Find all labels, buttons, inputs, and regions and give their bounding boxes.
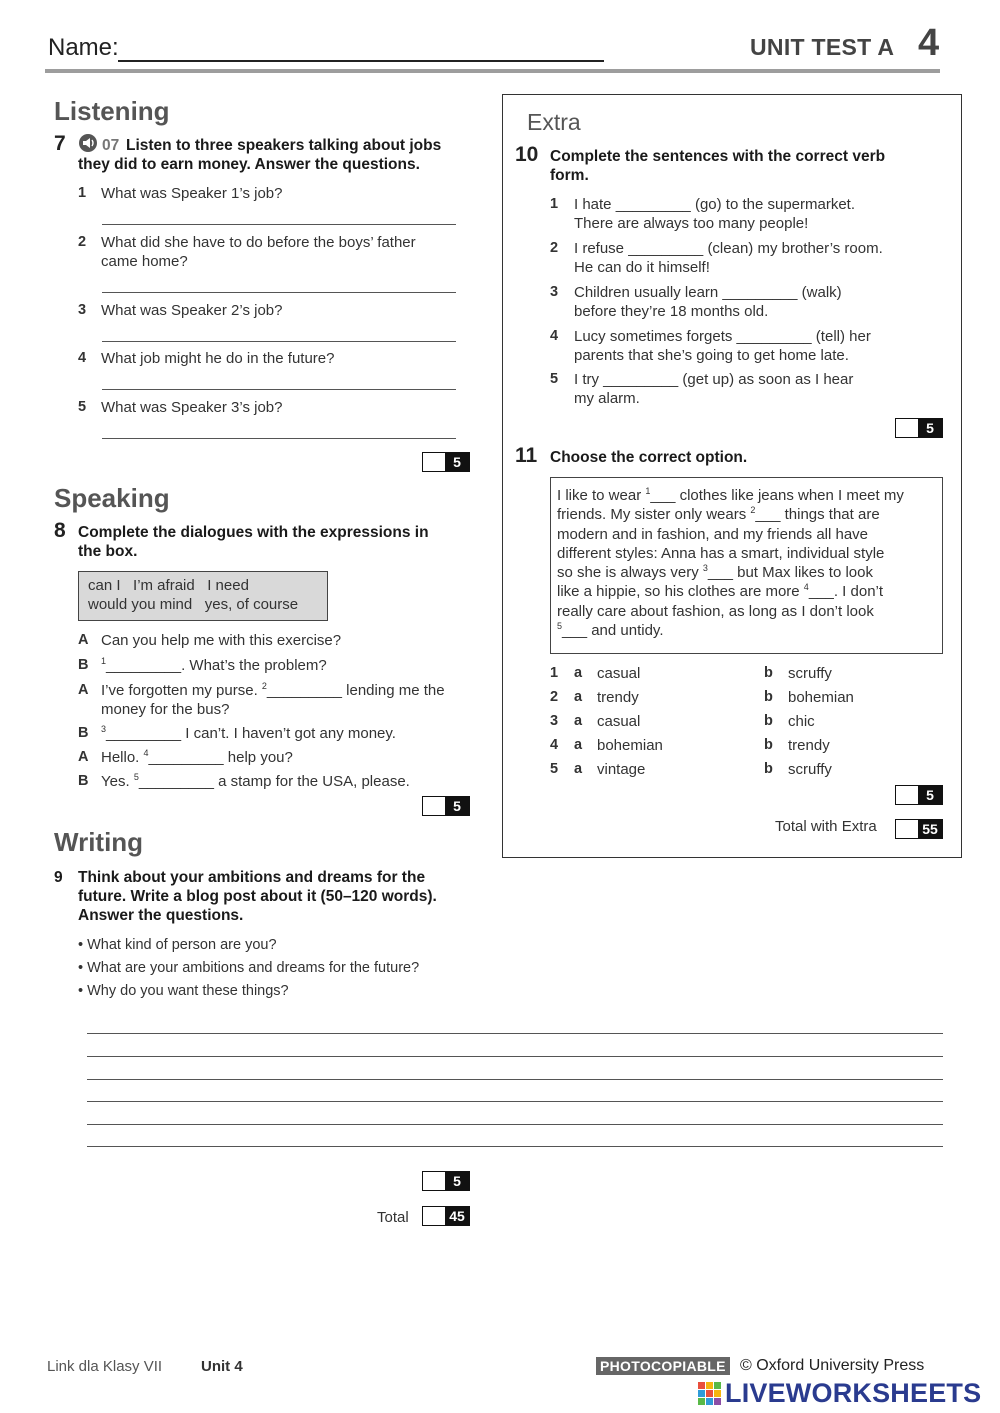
gap-number: 1 xyxy=(645,486,651,496)
option-letter-a: a xyxy=(574,689,583,705)
writing-instruction-line2: future. Write a blog post about it (50–120 words). xyxy=(78,888,437,905)
text-line xyxy=(557,621,936,640)
listening-score-input[interactable] xyxy=(423,453,445,471)
dialogue-text: _________ I can’t. I haven’t got any money. xyxy=(106,725,396,742)
q10-item-number: 1 xyxy=(550,196,559,212)
q10-item-text[interactable]: Children usually learn _________ (walk) xyxy=(574,284,842,301)
writing-score-box xyxy=(422,1171,470,1191)
q10-item-number: 5 xyxy=(550,371,559,387)
listening-q2-number: 2 xyxy=(78,234,87,250)
name-input-line[interactable] xyxy=(118,60,604,62)
listening-q4-number: 4 xyxy=(78,350,87,366)
gap-number: 4 xyxy=(143,748,149,758)
writing-bullet: • What kind of person are you? xyxy=(78,937,277,953)
gap-number: 3 xyxy=(702,563,708,574)
option-letter-b: b xyxy=(764,713,773,729)
text-line xyxy=(557,505,936,524)
writing-score-max: 5 xyxy=(445,1172,469,1190)
writing-answer-line[interactable] xyxy=(87,1033,943,1034)
dialogue-line[interactable] xyxy=(101,681,445,700)
dialogue-speaker: A xyxy=(78,749,89,765)
dialogue-speaker: B xyxy=(78,725,89,741)
dialogue-text: _________ lending me the xyxy=(266,682,445,699)
dialogue-line[interactable] xyxy=(101,748,293,767)
q10-item-text-line2: before they’re 18 months old. xyxy=(574,303,769,320)
total-with-extra-max: 55 xyxy=(918,820,942,838)
dialogue-speaker: B xyxy=(78,657,89,673)
q11-reading-text xyxy=(550,477,943,654)
q10-item-text[interactable]: I try _________ (get up) as soon as I hear xyxy=(574,371,854,388)
option-letter-a: a xyxy=(574,761,583,777)
option-letter-b: b xyxy=(764,761,773,777)
total-with-extra-label: Total with Extra xyxy=(775,818,877,835)
option-letter-b: b xyxy=(764,665,773,681)
liveworksheets-logo[interactable] xyxy=(698,1378,981,1409)
q10-score-max: 5 xyxy=(918,419,942,437)
text-line xyxy=(557,486,936,505)
q11-option-b[interactable]: bohemian xyxy=(788,689,854,706)
listening-q4-text: What job might he do in the future? xyxy=(101,350,335,367)
option-letter-b: b xyxy=(764,689,773,705)
dialogue-text: _________ help you? xyxy=(148,749,293,766)
text-fragment: ___. I don’t xyxy=(808,583,884,601)
speaking-title: Speaking xyxy=(54,483,170,513)
q11-option-b[interactable]: scruffy xyxy=(788,761,832,778)
q10-item-text-line2: parents that she’s going to get home late. xyxy=(574,347,849,364)
name-label: Name: xyxy=(48,34,119,61)
dialogue-text: Can you help me with this exercise? xyxy=(101,632,342,649)
q10-item-text-line2: my alarm. xyxy=(574,390,640,407)
q11-score-max: 5 xyxy=(918,786,942,804)
q10-item-text-line2: He can do it himself! xyxy=(574,259,710,276)
copyright-notice: © Oxford University Press xyxy=(740,1357,925,1374)
listening-q2-text: What did she have to do before the boys’ father xyxy=(101,234,416,251)
writing-instruction-line1: Think about your ambitions and dreams for the xyxy=(78,869,426,886)
q10-item-text[interactable]: Lucy sometimes forgets _________ (tell) her xyxy=(574,328,871,345)
dialogue-line[interactable] xyxy=(101,772,410,791)
writing-bullet: • Why do you want these things? xyxy=(78,983,289,999)
expressions-line2: would you mind yes, of course xyxy=(88,596,299,613)
q10-item-number: 2 xyxy=(550,240,559,256)
q10-instruction-line1: Complete the sentences with the correct verb xyxy=(550,148,886,165)
text-line: really care about fashion, as long as I don’t look xyxy=(557,602,874,620)
listening-q1-number: 1 xyxy=(78,185,87,201)
listening-instruction-line2: they did to earn money. Answer the questions. xyxy=(78,156,420,173)
q11-option-a[interactable]: casual xyxy=(597,665,641,682)
speaking-score-box xyxy=(422,796,470,816)
dialogue-speaker: A xyxy=(78,682,89,698)
text-fragment: I like to wear xyxy=(557,487,646,504)
gap-number: 2 xyxy=(261,681,267,691)
listening-q2-text-line2: came home? xyxy=(101,253,188,270)
photocopiable-badge: PHOTOCOPIABLE xyxy=(596,1357,730,1375)
total-score-box xyxy=(422,1206,470,1226)
q11-option-number: 2 xyxy=(550,689,559,705)
speaking-instruction-line1: Complete the dialogues with the expressions in xyxy=(78,524,429,541)
writing-instruction-line3: Answer the questions. xyxy=(78,907,244,924)
q10-item-number: 3 xyxy=(550,284,559,300)
writing-answer-line[interactable] xyxy=(87,1056,943,1057)
footer-unit: Unit 4 xyxy=(201,1358,243,1375)
dialogue-text: _________. What’s the problem? xyxy=(106,657,327,674)
dialogue-line[interactable] xyxy=(101,656,327,675)
q10-score-box xyxy=(895,418,943,438)
dialogue-text: _________ a stamp for the USA, please. xyxy=(138,773,410,790)
writing-answer-line[interactable] xyxy=(87,1101,943,1102)
expressions-line1: can I I’m afraid I need xyxy=(88,577,249,594)
dialogue-line xyxy=(101,631,341,650)
dialogue-text: I’ve forgotten my purse. xyxy=(101,682,262,699)
q11-option-a[interactable]: vintage xyxy=(597,761,646,778)
text-fragment: ___ things that are xyxy=(755,506,880,524)
question-8-number: 8 xyxy=(54,519,66,542)
writing-answer-line[interactable] xyxy=(87,1079,943,1080)
speaking-score-input[interactable] xyxy=(423,797,445,815)
q10-item-text[interactable]: I refuse _________ (clean) my brother’s room. xyxy=(574,240,883,257)
q11-option-a[interactable]: casual xyxy=(597,713,641,730)
text-fragment: so she is always very xyxy=(557,564,703,582)
q11-option-b[interactable]: scruffy xyxy=(788,665,832,682)
option-letter-b: b xyxy=(764,737,773,753)
total-with-extra-box xyxy=(895,819,943,839)
q11-score-input[interactable] xyxy=(896,786,918,804)
q11-option-number: 1 xyxy=(550,665,559,681)
listening-q3-text: What was Speaker 2’s job? xyxy=(101,302,283,319)
dialogue-speaker: A xyxy=(78,632,89,648)
text-fragment: ___ clothes like jeans when I meet my xyxy=(650,487,904,504)
total-with-extra-input[interactable] xyxy=(896,820,918,838)
writing-answer-line[interactable] xyxy=(87,1124,943,1125)
question-10-number: 10 xyxy=(515,143,539,166)
listening-q3-answer[interactable] xyxy=(102,341,456,342)
unit-test-title: UNIT TEST A xyxy=(750,34,895,60)
footer-book-title: Link dla Klasy VII xyxy=(47,1358,163,1375)
text-fragment: ___ and untidy. xyxy=(562,622,664,640)
listening-q3-number: 3 xyxy=(78,302,87,318)
option-letter-a: a xyxy=(574,713,583,729)
gap-number: 3 xyxy=(101,724,107,734)
dialogue-line[interactable] xyxy=(101,724,396,743)
q11-option-a[interactable]: trendy xyxy=(597,689,639,706)
gap-number: 1 xyxy=(101,656,107,666)
listening-q2-answer[interactable] xyxy=(102,292,456,293)
dialogue-text: Yes. xyxy=(101,773,134,790)
gap-number: 2 xyxy=(750,505,756,516)
listening-q5-number: 5 xyxy=(78,399,87,415)
listening-q5-answer[interactable] xyxy=(102,438,456,439)
dialogue-text: Hello. xyxy=(101,749,144,766)
q10-item-text-line2: There are always too many people! xyxy=(574,215,809,232)
gap-number: 5 xyxy=(557,621,563,632)
q10-instruction-line2: form. xyxy=(550,167,589,184)
option-letter-a: a xyxy=(574,737,583,753)
total-score-input[interactable] xyxy=(423,1207,445,1225)
text-fragment: friends. My sister only wears xyxy=(557,506,751,524)
speaking-score-max: 5 xyxy=(445,797,469,815)
question-11-number: 11 xyxy=(515,444,538,467)
gap-number: 5 xyxy=(133,772,139,782)
dialogue-speaker: B xyxy=(78,773,89,789)
listening-score-box xyxy=(422,452,470,472)
text-line: different styles: Anna has a smart, individual style xyxy=(557,544,885,562)
q10-item-text[interactable]: I hate _________ (go) to the supermarket. xyxy=(574,196,856,213)
total-score-max: 45 xyxy=(445,1207,469,1225)
listening-q1-text: What was Speaker 1’s job? xyxy=(101,185,283,202)
writing-bullet: • What are your ambitions and dreams for the future? xyxy=(78,960,420,976)
gap-number: 4 xyxy=(803,582,809,593)
option-letter-a: a xyxy=(574,665,583,681)
track-number: 07 xyxy=(102,137,120,154)
extra-title: Extra xyxy=(527,109,581,135)
q11-option-number: 3 xyxy=(550,713,559,729)
listening-title: Listening xyxy=(54,96,170,126)
q11-option-a[interactable]: bohemian xyxy=(597,737,663,754)
unit-number: 4 xyxy=(918,22,940,64)
liveworksheets-logo-icon xyxy=(698,1382,722,1406)
listening-q5-text: What was Speaker 3’s job? xyxy=(101,399,283,416)
q10-item-number: 4 xyxy=(550,328,559,344)
question-9-number: 9 xyxy=(54,869,63,886)
text-line xyxy=(557,582,936,601)
header-divider xyxy=(45,69,940,73)
text-line: modern and in fashion, and my friends all have xyxy=(557,525,869,543)
writing-title: Writing xyxy=(54,827,144,857)
expressions-box xyxy=(78,571,328,621)
listening-q4-answer[interactable] xyxy=(102,389,456,390)
writing-answer-line[interactable] xyxy=(87,1146,943,1147)
listening-q1-answer[interactable] xyxy=(102,224,456,225)
total-label: Total xyxy=(377,1209,409,1226)
q11-score-box xyxy=(895,785,943,805)
dialogue-line-continued: money for the bus? xyxy=(101,701,230,718)
q11-option-number: 4 xyxy=(550,737,559,753)
listening-instruction-line1: Listen to three speakers talking about jobs xyxy=(126,137,442,154)
q10-score-input[interactable] xyxy=(896,419,918,437)
text-fragment: ___ but Max likes to look xyxy=(707,564,873,582)
question-7-number: 7 xyxy=(54,132,66,155)
liveworksheets-brand: LIVEWORKSHEETS xyxy=(725,1378,982,1408)
q11-option-b[interactable]: chic xyxy=(788,713,815,730)
writing-score-input[interactable] xyxy=(423,1172,445,1190)
text-line xyxy=(557,563,936,582)
q11-option-number: 5 xyxy=(550,761,559,777)
speaking-instruction-line2: the box. xyxy=(78,543,138,560)
q11-instruction: Choose the correct option. xyxy=(550,449,748,466)
listening-score-max: 5 xyxy=(445,453,469,471)
text-fragment: like a hippie, so his clothes are more xyxy=(557,583,804,601)
q11-option-b[interactable]: trendy xyxy=(788,737,830,754)
